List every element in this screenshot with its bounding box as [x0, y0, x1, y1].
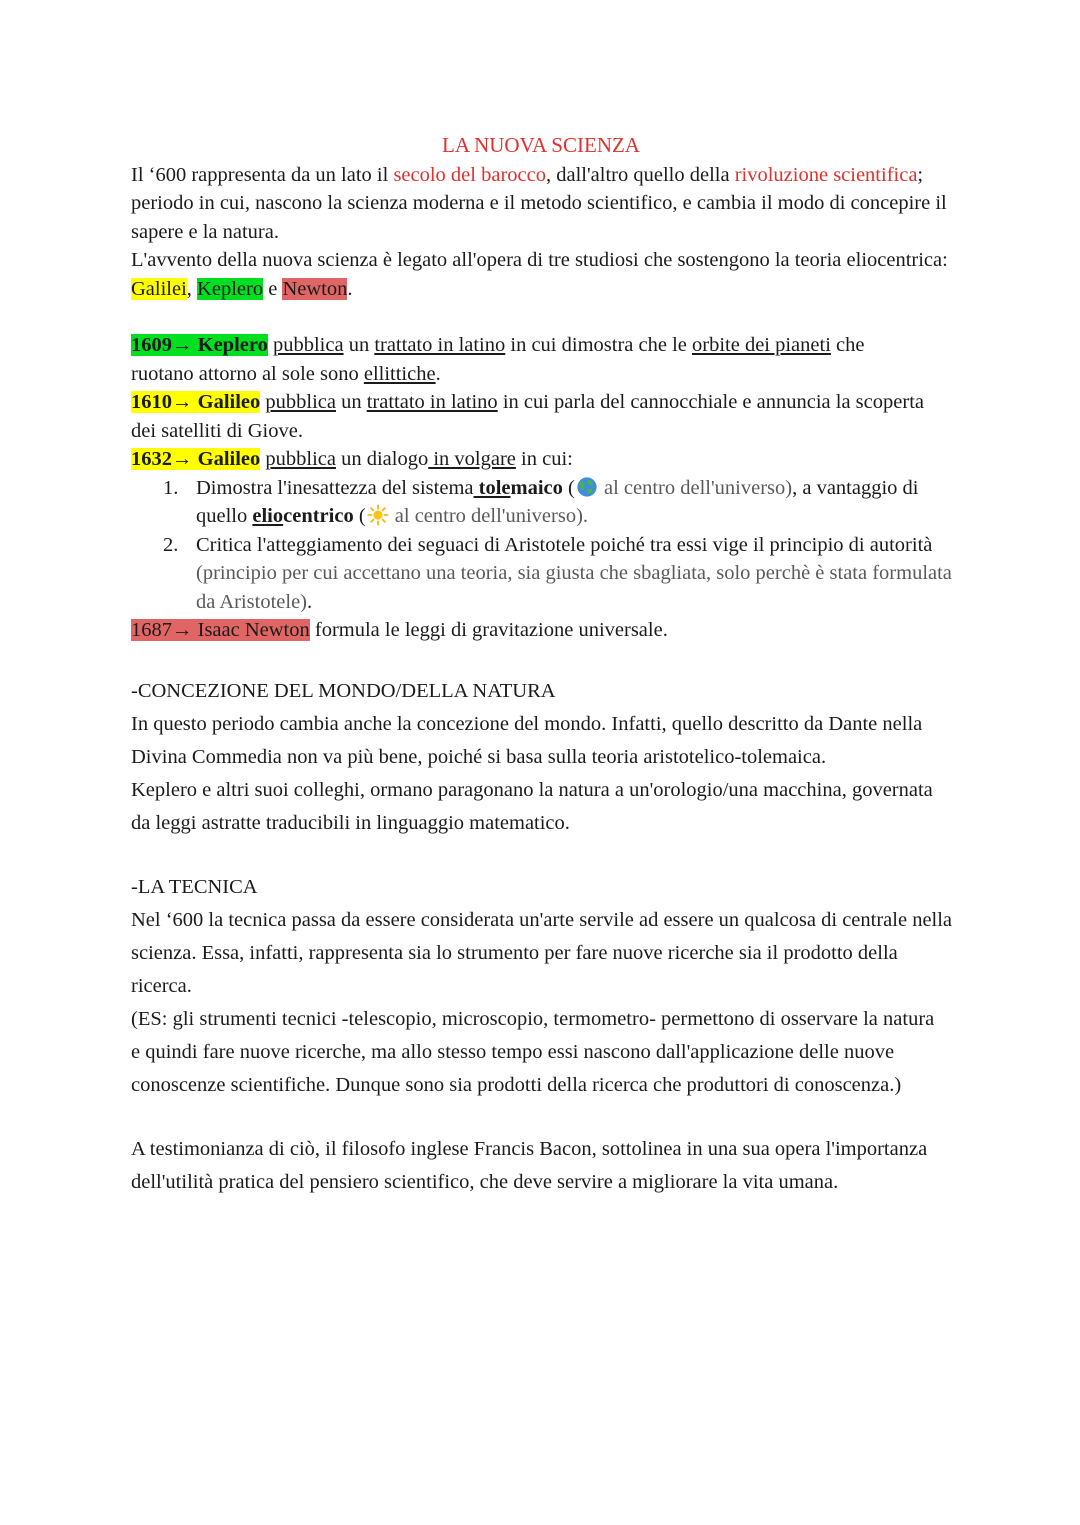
event-1687 — [131, 616, 951, 645]
event-text: . — [435, 362, 441, 385]
event-text: un dialogo — [335, 448, 429, 470]
list-text: Dimostra l'inesattezza del sistema — [196, 476, 474, 499]
concezione-line-2: Divina Commedia non va più bene, poiché si basa sulla teoria aristotelico-tolemaica. — [131, 745, 827, 768]
tecnica-line-2: scienza. Essa, infatti, rappresenta sia lo strumento per fare nuove ricerche sia il prodotto della — [131, 941, 898, 964]
underlined-text: pubblica — [265, 448, 336, 470]
concezione-line-4: da leggi astratte traducibili in linguaggio matematico. — [131, 811, 570, 834]
list-text: ( — [353, 505, 366, 527]
event-label: 1632→ Galileo — [131, 448, 261, 470]
underlined-bold: elio — [252, 505, 284, 527]
page-title: LA NUOVA SCIENZA — [442, 133, 640, 157]
concezione-line-3: Keplero e altri suoi colleghi, ormano paragonano la natura a un'orologio/una macchina, governata — [131, 778, 933, 801]
intro-line-3: sapere e la natura. — [131, 220, 279, 243]
list-text-gray: da Aristotele) — [196, 590, 308, 613]
list-item — [131, 474, 951, 531]
list-text: , a vantaggio di — [792, 476, 919, 499]
list-text: . — [307, 590, 313, 613]
tecnica-line-3: ricerca. — [131, 974, 192, 997]
document-page — [131, 131, 951, 1199]
event-text: un — [335, 391, 367, 413]
spacer — [131, 303, 951, 331]
underlined-text: pubblica — [265, 391, 336, 413]
event-1632 — [131, 445, 951, 474]
spacer — [131, 840, 951, 871]
intro-line-2: periodo in cui, nascono la scienza moderna e il metodo scientifico, e cambia il modo di concepire il — [131, 192, 947, 214]
list-text-gray: al centro dell'universo) — [598, 476, 793, 499]
list-number: 2. — [163, 533, 179, 556]
event-1609-cont — [131, 360, 951, 389]
highlight-rivoluzione: rivoluzione scientifica — [734, 163, 918, 186]
event-1610 — [131, 388, 951, 417]
bacon-line-1: A testimonianza di ciò, il filosofo inglese Francis Bacon, sottolinea in una sua opera l'importanza — [131, 1137, 928, 1160]
section-heading-concezione: -CONCEZIONE DEL MONDO/DELLA NATURA — [131, 679, 556, 702]
list-item — [131, 531, 951, 617]
event-1610-cont: dei satelliti di Giove. — [131, 419, 303, 442]
section-heading-tecnica: -LA TECNICA — [131, 875, 258, 898]
list-number: 1. — [163, 476, 179, 499]
intro-text: ; — [917, 163, 924, 186]
numbered-list — [131, 474, 951, 617]
name-newton: Newton — [282, 277, 348, 300]
separator: . — [347, 277, 353, 300]
list-text: quello — [196, 505, 253, 527]
highlight-barocco: secolo del barocco — [393, 163, 546, 186]
event-label: 1687→ Isaac Newton — [131, 619, 310, 641]
earth-globe-icon — [576, 476, 598, 498]
tecnica-line-4: (ES: gli strumenti tecnici -telescopio, microscopio, termometro- permettono di osservare la natura — [131, 1007, 935, 1030]
intro-line-5 — [131, 275, 951, 304]
name-keplero: Keplero — [197, 277, 264, 300]
bold-text: maico — [510, 476, 563, 499]
event-label: 1610→ Galileo — [131, 391, 261, 413]
event-text: che — [830, 334, 865, 356]
event-text: un — [343, 334, 375, 356]
underlined-text: ellittiche — [363, 362, 436, 385]
separator: e — [263, 277, 283, 300]
spacer — [131, 645, 951, 675]
event-text: in cui: — [515, 448, 573, 470]
event-text: ruotano attorno al sole sono — [131, 362, 364, 385]
list-text: Critica l'atteggiamento dei seguaci di Aristotele poiché tra essi vige il principio di autorità — [196, 533, 933, 556]
list-text-gray: (principio per cui accettano una teoria, sia giusta che sbagliata, solo perchè è stata formulata — [196, 562, 952, 584]
concezione-line-1: In questo periodo cambia anche la concezione del mondo. Infatti, quello descritto da Dante nella — [131, 712, 923, 735]
intro-text: , dall'altro quello della — [545, 163, 735, 186]
sun-icon — [367, 504, 389, 526]
tecnica-line-5: e quindi fare nuove ricerche, ma allo stesso tempo essi nascono dall'applicazione delle nuove — [131, 1040, 895, 1063]
intro-line-1 — [131, 161, 951, 190]
underlined-text: pubblica — [272, 334, 344, 356]
event-text: formula le leggi di gravitazione universale. — [309, 619, 668, 641]
intro-text: Il ‘600 rappresenta da un lato il — [131, 163, 394, 186]
bold-text: centrico — [283, 505, 354, 527]
list-text: ( — [562, 476, 575, 499]
spacer — [131, 1102, 951, 1133]
name-galilei: Galilei — [131, 277, 187, 300]
event-label: 1609→ Keplero — [131, 334, 268, 356]
tecnica-line-6: conoscenze scientifiche. Dunque sono sia prodotti della ricerca che produttori di conoscenza.) — [131, 1073, 902, 1096]
event-text: in cui parla del cannocchiale e annuncia la scoperta — [497, 391, 924, 413]
list-text-gray: al centro dell'universo). — [389, 505, 589, 527]
intro-line-4: L'avvento della nuova scienza è legato all'opera di tre studiosi che sostengono la teoria eliocentrica: — [131, 249, 948, 271]
tecnica-line-1: Nel ‘600 la tecnica passa da essere considerata un'arte servile ad essere un qualcosa di centrale nella — [131, 908, 953, 931]
bacon-line-2: dell'utilità pratica del pensiero scientifico, che deve servire a migliorare la vita umana. — [131, 1170, 839, 1193]
event-text: in cui dimostra che le — [505, 334, 692, 356]
underlined-text: in volgare — [428, 448, 516, 470]
separator: , — [186, 277, 198, 300]
underlined-text: trattato in latino — [366, 391, 498, 413]
underlined-bold: tole — [473, 476, 511, 499]
underlined-text: orbite dei pianeti — [692, 334, 831, 356]
underlined-text: trattato in latino — [374, 334, 506, 356]
event-1609 — [131, 331, 951, 360]
